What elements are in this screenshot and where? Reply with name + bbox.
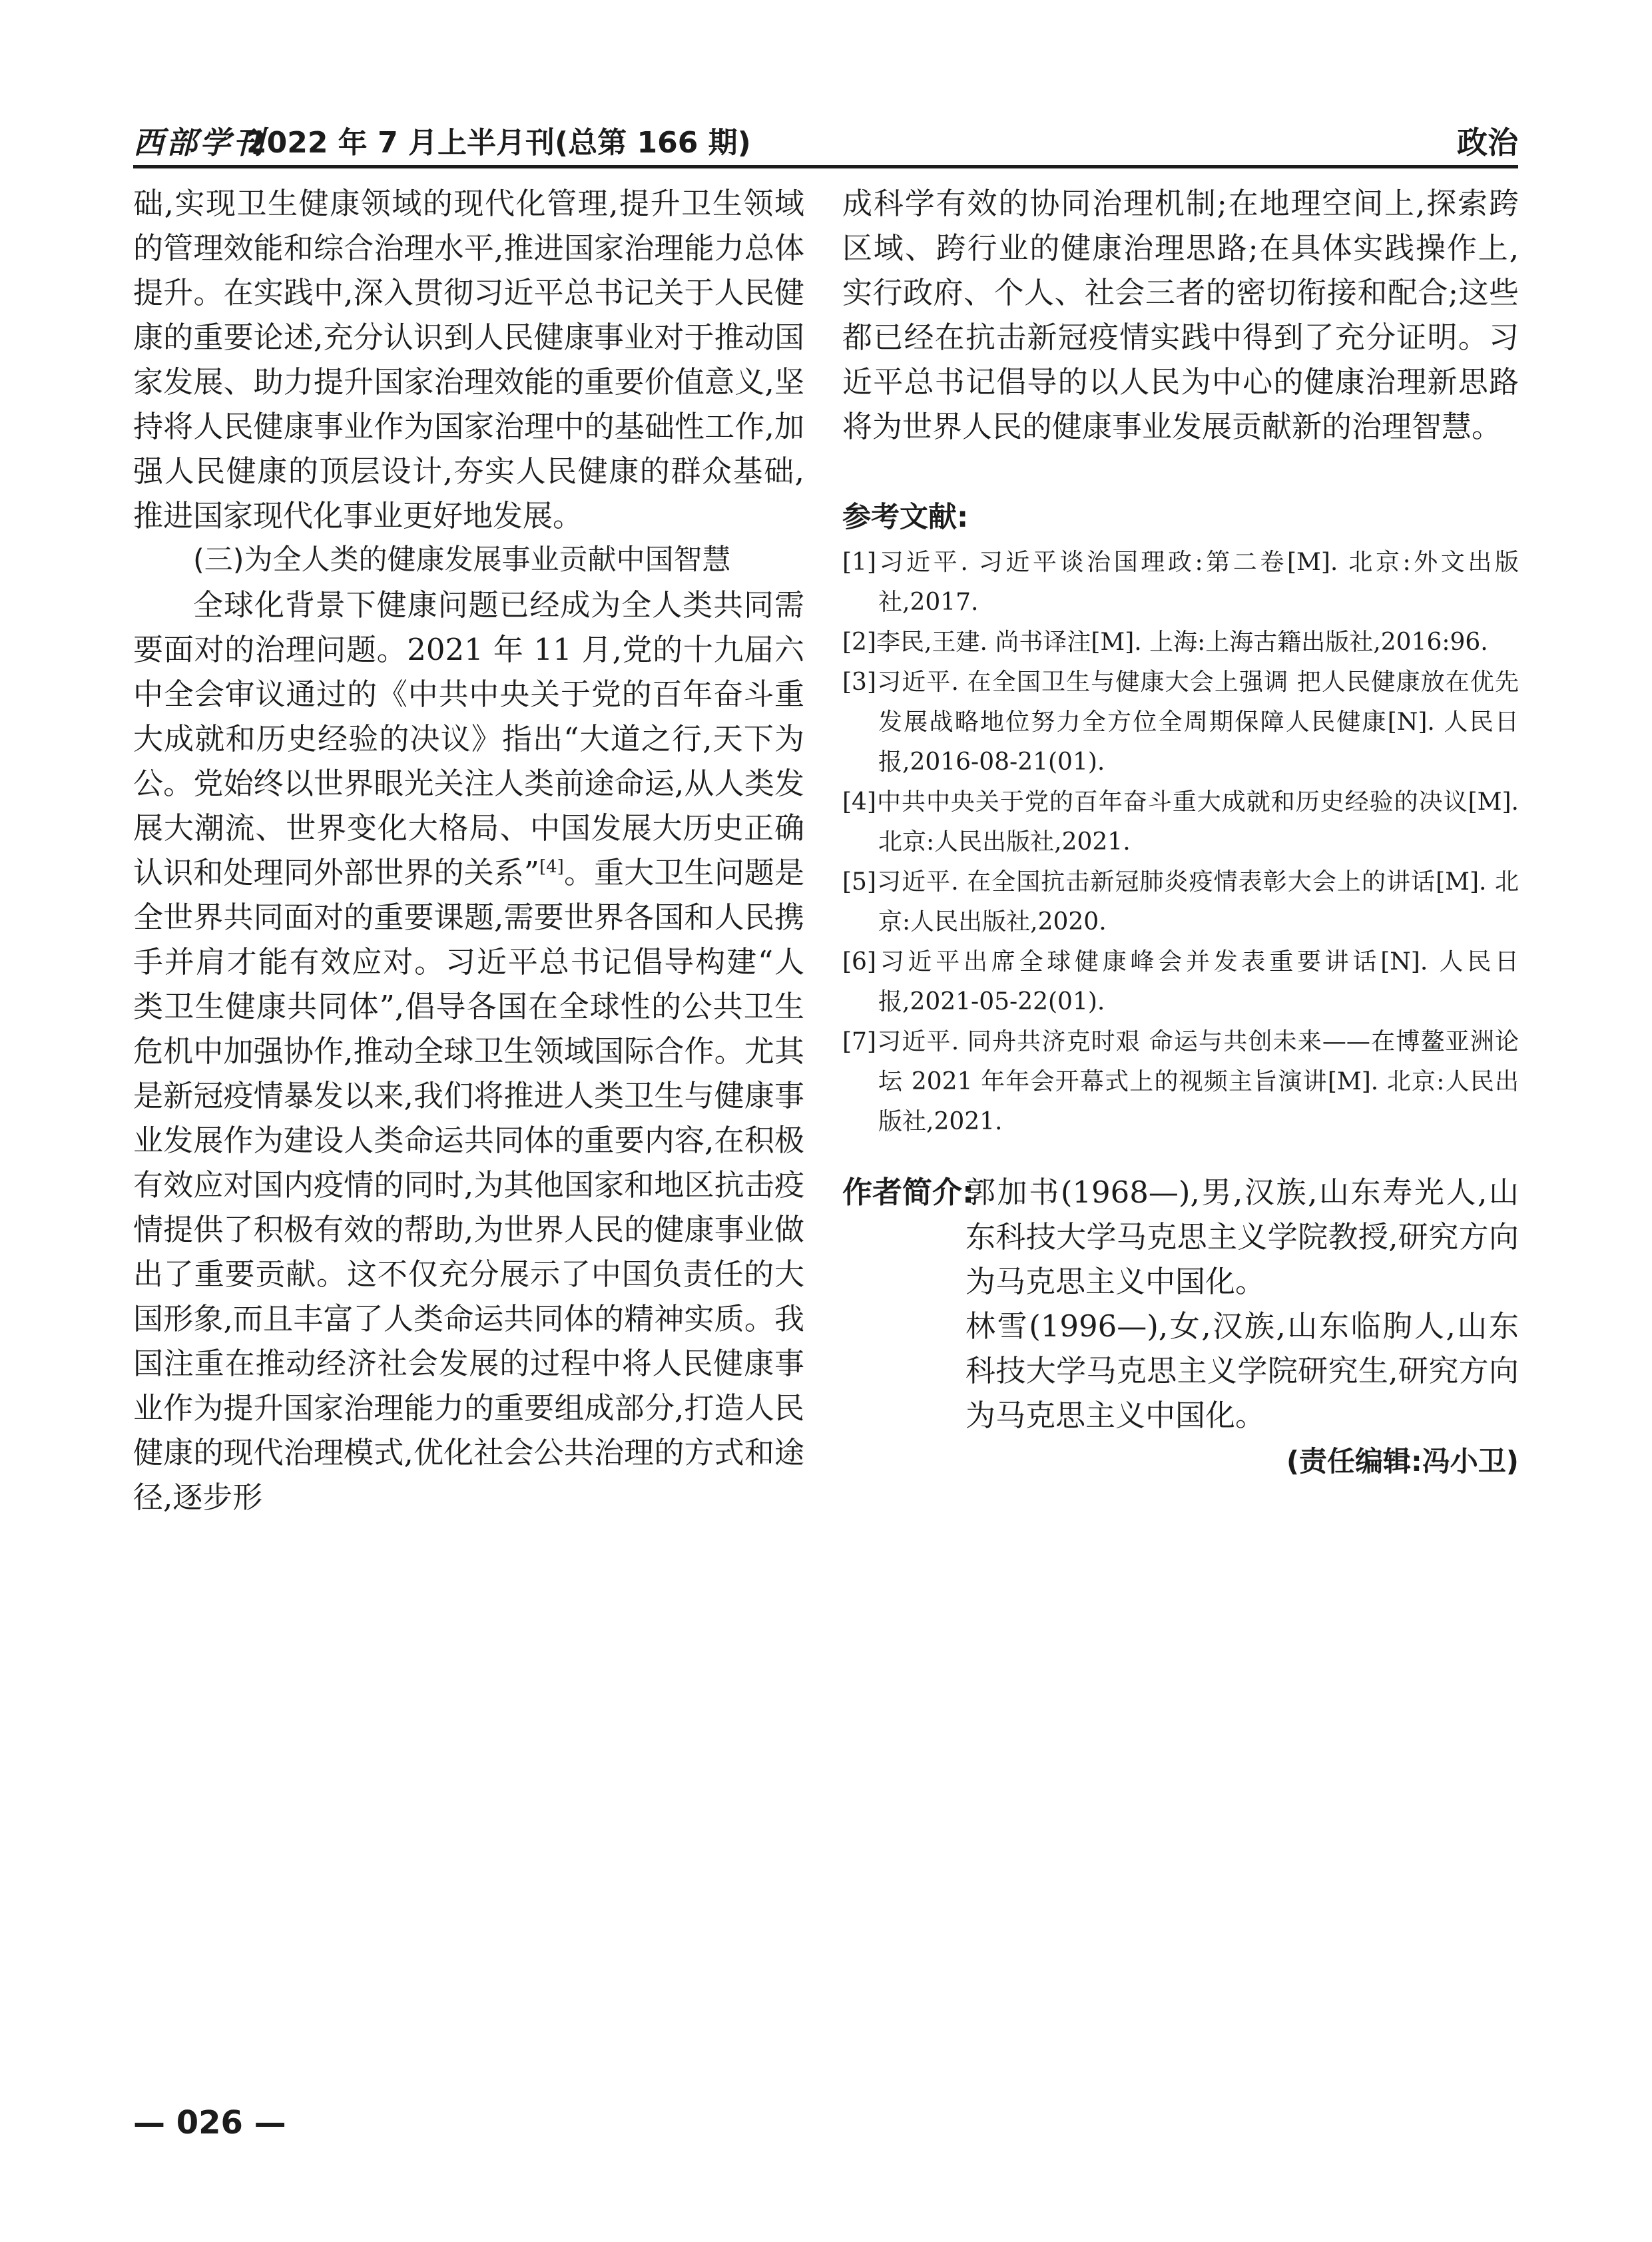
paragraph: 成科学有效的协同治理机制;在地理空间上,探索跨区域、跨行业的健康治理思路;在具体实践操作上,实行政府、个人、社会三者的密切衔接和配合;这些都已经在抗击新冠疫情实践中得到了充分证明。习近平总书记倡导的以人民为中心的健康治理新思路将为世界人民的健康事业发展贡献新的治理智慧。 — [842, 186, 1519, 444]
paragraph-text: 全球化背景下健康问题已经成为全人类共同需要面对的治理问题。2021 年 11 月,党的十九届六中全会审议通过的《中共中央关于党的百年奋斗重大成就和历史经验的决议》指出“大道之行,天下为公。党始终以世界眼光关注人类前途命运,从人类发展大潮流、世界变化大格局、中国发展大历史正确认识和处理同外部世界的关系” — [133, 587, 804, 890]
reference-item: [3]习近平. 在全国卫生与健康大会上强调 把人民健康放在优先发展战略地位努力全方位全周期保障人民健康[N]. 人民日报,2016-08-21(01). — [842, 669, 1519, 776]
author-bio — [842, 1170, 1519, 1438]
responsible-editor: (责任编辑:冯小卫) — [1286, 1445, 1519, 1478]
reference-item: [1]习近平. 习近平谈治国理政:第二卷[M]. 北京:外文出版社,2017. — [842, 549, 1519, 616]
reference-item: [6]习近平出席全球健康峰会并发表重要讲话[N]. 人民日报,2021-05-22(01). — [842, 948, 1519, 1015]
reference-item: [7]习近平. 同舟共济克时艰 命运与共创未来——在博鳌亚洲论坛 2021 年年会开幕式上的视频主旨演讲[M]. 北京:人民出版社,2021. — [842, 1028, 1519, 1135]
author-entry: 林雪(1996—),女,汉族,山东临朐人,山东科技大学马克思主义学院研究生,研究方向为马克思主义中国化。 — [965, 1308, 1519, 1433]
reference-item: [5]习近平. 在全国抗击新冠肺炎疫情表彰大会上的讲话[M]. 北京:人民出版社,2020. — [842, 868, 1519, 936]
paragraph-text: 。重大卫生问题是全世界共同面对的重要课题,需要世界各国和人民携手并肩才能有效应对。习近平总书记倡导构建“人类卫生健康共同体”,倡导各国在全球性的公共卫生危机中加强协作,推动全球卫生领域国际合作。尤其是新冠疫情暴发以来,我们将推进人类卫生与健康事业发展作为建设人类命运共同体的重要内容,在积极有效应对国内疫情的同时,为其他国家和地区抗击疫情提供了积极有效的帮助,为世界人民的健康事业做出了重要贡献。这不仅充分展示了中国负责任的大国形象,而且丰富了人类命运共同体的精神实质。我国注重在推动经济社会发展的过程中将人民健康事业作为提升国家治理能力的重要组成部分,打造人民健康的现代治理模式,优化社会公共治理的方式和途径,逐步形 — [133, 855, 804, 1515]
left-column — [133, 181, 804, 1520]
references-title: 参考文献: — [842, 501, 969, 534]
author-bio-label: 作者简介: — [842, 1175, 974, 1210]
issue-info: 2022 年 7 月上半月刊(总第 166 期) — [246, 126, 751, 160]
right-column — [842, 181, 1519, 1484]
header-rule — [133, 165, 1518, 168]
paragraph — [133, 583, 804, 1520]
section-name: 政治 — [1457, 125, 1518, 160]
author-bio-text — [965, 1170, 1519, 1438]
page-header — [133, 115, 1518, 162]
journal-logo: 西部学刊 — [133, 125, 266, 160]
references-list — [842, 543, 1519, 1142]
paragraph: 础,实现卫生健康领域的现代化管理,提升卫生领域的管理效能和综合治理水平,推进国家治理能力总体提升。在实践中,深入贯彻习近平总书记关于人民健康的重要论述,充分认识到人民健康事业对于推动国家发展、助力提升国家治理效能的重要价值意义,坚持将人民健康事业作为国家治理中的基础性工作,加强人民健康的顶层设计,夯实人民健康的群众基础,推进国家现代化事业更好地发展。 — [133, 186, 804, 533]
reference-item: [4]中共中央关于党的百年奋斗重大成就和历史经验的决议[M]. 北京:人民出版社,2021. — [842, 788, 1519, 856]
reference-item: [2]李民,王建. 尚书译注[M]. 上海:上海古籍出版社,2016:96. — [842, 629, 1488, 656]
section-subheading: (三)为全人类的健康发展事业贡献中国智慧 — [193, 543, 731, 577]
author-entry: 郭加书(1968—),男,汉族,山东寿光人,山东科技大学马克思主义学院教授,研究方向为马克思主义中国化。 — [965, 1175, 1519, 1299]
page-number: — 026 — — [133, 2104, 286, 2141]
citation-marker: [4] — [539, 857, 564, 877]
